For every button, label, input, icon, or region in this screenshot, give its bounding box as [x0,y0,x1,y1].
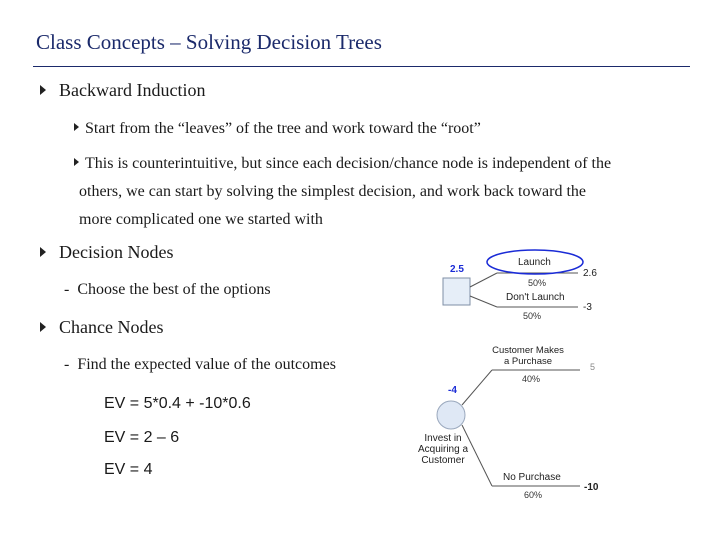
chance-node-label-2: Acquiring a [417,444,469,455]
purchase-prob: 40% [522,374,541,384]
dont-launch-branch [470,296,497,307]
no-purchase-branch [462,425,492,486]
dash-marker: - [64,281,70,298]
equation-3: EV = 4 [104,461,153,478]
purchase-value: 5 [590,362,596,372]
dont-launch-label: Don't Launch [506,292,565,303]
dont-launch-value: -3 [583,302,592,313]
no-purchase-value: -10 [584,482,599,493]
purchase-label-1: Customer Makes [492,345,564,356]
bullet-text: Backward Induction [59,80,206,100]
sub-bullet-text-line2: others, we can start by solving the simplest decision, and work back toward the [79,183,586,200]
purchase-label-2: a Purchase [503,356,553,367]
dash-marker: - [64,356,70,373]
equation-1: EV = 5*0.4 + -10*0.6 [104,395,251,412]
chance-desc-text: Find the expected value of the outcomes [77,356,336,373]
chance-node-circle [437,401,465,429]
chance-node-label-1: Invest in [424,433,462,444]
chance-node-label-3: Customer [421,455,465,466]
decision-desc-text: Choose the best of the options [77,281,271,298]
equation-2: EV = 2 – 6 [104,429,180,446]
dont-launch-prob: 50% [523,311,542,321]
decision-node-square [443,278,470,305]
no-purchase-label: No Purchase [503,472,561,483]
no-purchase-prob: 60% [524,490,543,500]
bullet-text: Decision Nodes [59,242,174,262]
chance-node-value: -4 [448,385,457,396]
decision-node-value: 2.5 [450,264,464,275]
launch-branch [470,273,497,287]
launch-label: Launch [518,257,551,268]
sub-bullet-text-line1: This is counterintuitive, but since each decision/chance node is independent of the [85,155,612,172]
bullet-text: Chance Nodes [59,317,164,337]
launch-value: 2.6 [583,268,597,279]
sub-bullet-text: Start from the “leaves” of the tree and work toward the “root” [85,120,481,137]
launch-prob: 50% [528,278,547,288]
sub-bullet-text-line3: more complicated one we started with [79,211,323,228]
slide-title: Class Concepts – Solving Decision Trees [36,30,382,54]
purchase-branch [462,370,492,405]
